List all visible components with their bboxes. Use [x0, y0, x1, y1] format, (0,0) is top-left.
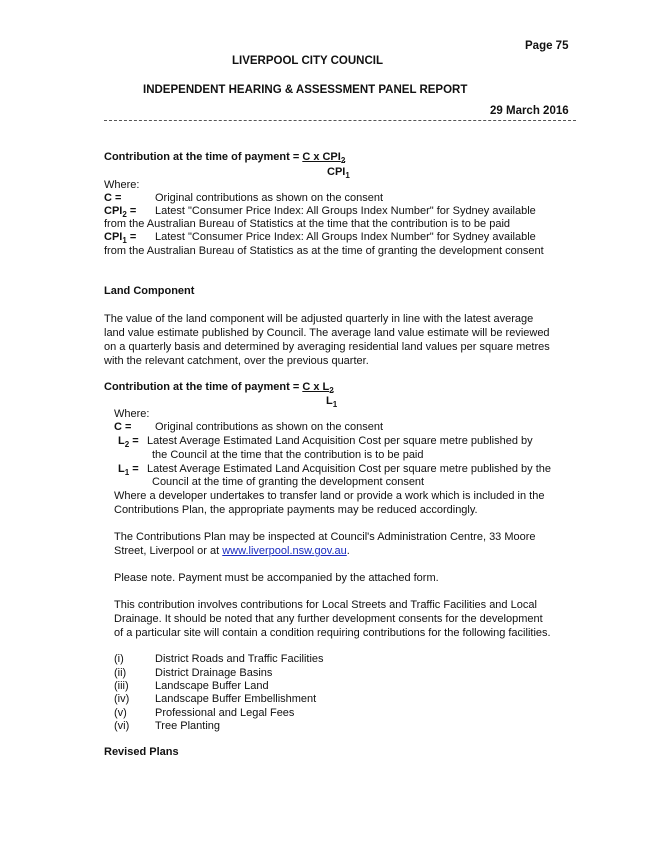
l1-key [118, 463, 139, 477]
land-denominator-text: L [326, 395, 333, 407]
denominator-sub: 1 [345, 171, 350, 181]
council-name: LIVERPOOL CITY COUNCIL [232, 55, 384, 67]
cpi1-key-text: CPI [104, 231, 123, 243]
facilities-intro-2: Drainage. It should be noted that any further development consents for the development [114, 613, 543, 625]
facilities-intro-3: of a particular site will contain a condition requiring contributions for the following facilities. [114, 627, 551, 639]
list-item: District Drainage Basins [155, 667, 273, 679]
land-component-heading: Land Component [104, 285, 195, 297]
cpi2-key-eq: = [126, 205, 137, 217]
l1-definition-2: Council at the time of granting the development consent [152, 476, 425, 488]
formula-denominator [327, 166, 350, 180]
land-formula-label: Contribution at the time of payment = [104, 381, 303, 393]
land-formula-numerator [302, 381, 334, 396]
list-item: District Roads and Traffic Facilities [155, 653, 324, 665]
land-formula [104, 381, 334, 395]
inspection-suffix: . [346, 545, 350, 557]
c-definition: Original contributions as shown on the consent [155, 192, 384, 204]
list-item: Landscape Buffer Land [155, 680, 269, 692]
revised-plans-heading: Revised Plans [104, 746, 179, 758]
cpi1-key-sub: 1 [122, 236, 127, 246]
cpi1-key-eq: = [126, 231, 137, 243]
cpi2-definition-2: from the Australian Bureau of Statistics at the time that the contribution is to be paid [104, 218, 511, 230]
l2-definition-1: Latest Average Estimated Land Acquisition Cost per square metre published by [147, 435, 533, 447]
cpi1-definition-2: from the Australian Bureau of Statistics as at the time of granting the development consent [104, 245, 544, 257]
land-denominator-sub: 1 [332, 400, 338, 410]
inspection-line-2 [114, 545, 350, 557]
land-para-line-3: on a quarterly basis and determined by averaging residential land values per square metres [104, 341, 550, 353]
land-c-key: C = [114, 421, 132, 433]
inspection-prefix: Street, Liverpool or at [114, 545, 223, 557]
numerator-text: C x CPI [302, 151, 341, 163]
payment-note: Please note. Payment must be accompanied by the attached form. [114, 572, 439, 584]
list-item: Professional and Legal Fees [155, 707, 295, 719]
c-key: C = [104, 192, 122, 204]
land-formula-denominator [326, 395, 337, 409]
land-c-definition: Original contributions as shown on the consent [155, 421, 384, 433]
land-numerator-sub: 2 [329, 386, 334, 396]
list-item-number: (iii) [114, 680, 129, 692]
page-number: Page 75 [525, 40, 569, 52]
list-item: Tree Planting [155, 720, 221, 732]
l1-key-eq: = [129, 463, 139, 475]
numerator-sub: 2 [340, 156, 346, 166]
land-numerator-text: C x L [302, 381, 330, 393]
developer-line-1: Where a developer undertakes to transfer land or provide a work which is included in the [114, 490, 545, 502]
list-item-number: (vi) [114, 720, 130, 732]
developer-line-2: Contributions Plan, the appropriate payments may be reduced accordingly. [114, 504, 478, 516]
list-item-number: (i) [114, 653, 124, 665]
report-date: 29 March 2016 [490, 105, 569, 117]
list-item-number: (iv) [114, 693, 130, 705]
cpi1-key [104, 231, 136, 245]
l2-key [118, 435, 139, 449]
inspection-line-1: The Contributions Plan may be inspected at Council's Administration Centre, 33 Moore [114, 531, 536, 543]
header-divider [104, 120, 576, 121]
cpi-formula [104, 151, 345, 165]
facilities-intro-1: This contribution involves contributions for Local Streets and Traffic Facilities and Local [114, 599, 537, 611]
land-para-line-2: land value estimate published by Council. The average land value estimate will be reviewed [104, 327, 550, 339]
council-website-link[interactable]: www.liverpool.nsw.gov.au [222, 545, 347, 557]
land-para-line-4: with the relevant catchment, over the previous quarter. [104, 355, 369, 367]
l1-key-sub: 1 [124, 468, 130, 478]
list-item-number: (ii) [114, 667, 127, 679]
cpi2-key-sub: 2 [122, 210, 127, 220]
land-where-label: Where: [114, 408, 150, 420]
denominator-text: CPI [327, 166, 346, 178]
where-label: Where: [104, 179, 140, 191]
l2-definition-2: the Council at the time that the contribution is to be paid [152, 449, 424, 461]
cpi1-definition-1: Latest "Consumer Price Index: All Groups Index Number" for Sydney available [155, 231, 536, 243]
l1-definition-1: Latest Average Estimated Land Acquisition Cost per square metre published by the [147, 463, 551, 475]
l1-key-text: L [118, 463, 125, 475]
l2-key-text: L [118, 435, 125, 447]
report-title: INDEPENDENT HEARING & ASSESSMENT PANEL REPORT [143, 84, 468, 96]
l2-key-sub: 2 [124, 440, 130, 450]
land-para-line-1: The value of the land component will be adjusted quarterly in line with the latest average [104, 313, 534, 325]
cpi2-definition-1: Latest "Consumer Price Index: All Groups Index Number" for Sydney available [155, 205, 536, 217]
cpi2-key-text: CPI [104, 205, 123, 217]
formula-numerator [302, 151, 346, 166]
formula-label: Contribution at the time of payment = [104, 151, 303, 163]
list-item-number: (v) [114, 707, 127, 719]
l2-key-eq: = [129, 435, 139, 447]
list-item: Landscape Buffer Embellishment [155, 693, 317, 705]
